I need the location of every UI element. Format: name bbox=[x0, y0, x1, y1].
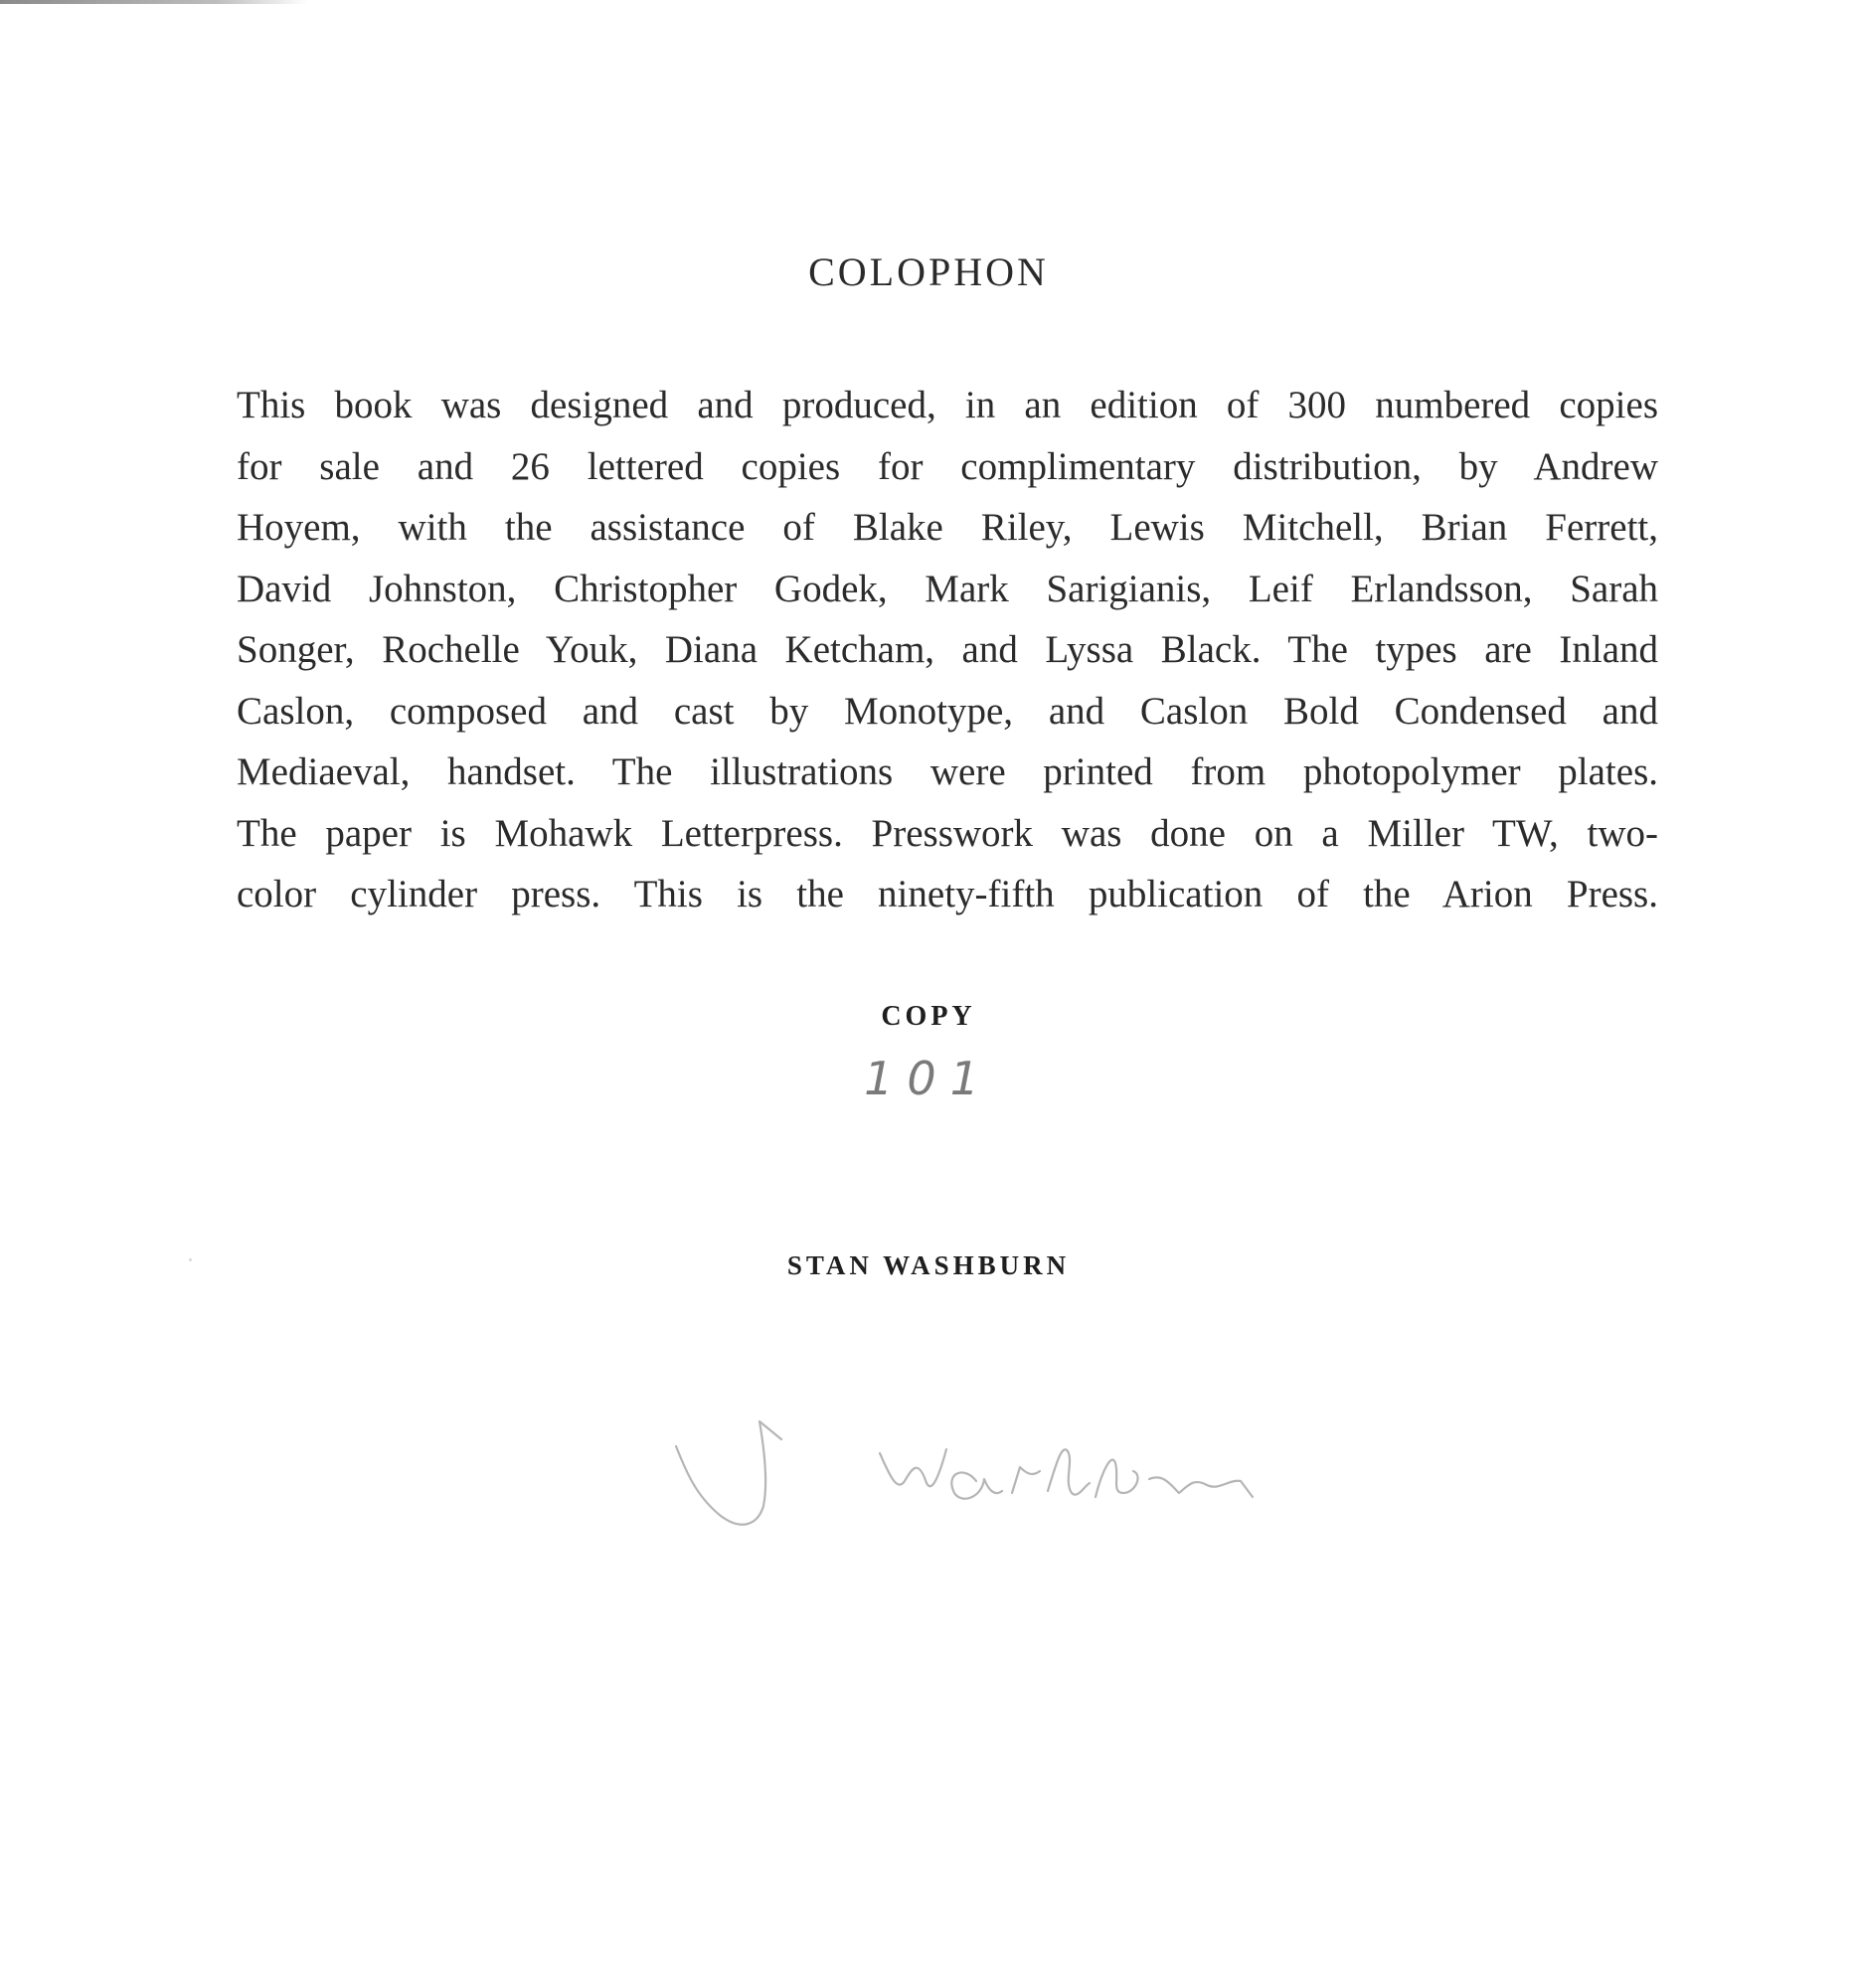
body-line: Hoyem, with the assistance of Blake Riley, Lewis Mitchell, Brian Ferrett, bbox=[237, 506, 1658, 549]
signature-stroke bbox=[951, 1472, 1002, 1498]
signature-stroke bbox=[1048, 1449, 1090, 1494]
body-line: The paper is Mohawk Letterpress. Presswork was done on a Miller TW, two- bbox=[237, 811, 1658, 855]
signature-stroke bbox=[1096, 1460, 1138, 1497]
page-edge-shadow bbox=[0, 0, 308, 4]
signature-stroke bbox=[880, 1449, 946, 1486]
body-line: Caslon, composed and cast by Monotype, and Caslon Bold Condensed and bbox=[237, 689, 1658, 733]
copy-label: COPY bbox=[881, 1001, 976, 1032]
colophon-heading: COLOPHON bbox=[808, 249, 1049, 294]
signature-stroke bbox=[1012, 1467, 1040, 1493]
body-line: for sale and 26 lettered copies for complimentary distribution, by Andrew bbox=[237, 444, 1658, 488]
signature-stroke bbox=[676, 1421, 781, 1525]
body-line: Mediaeval, handset. The illustrations were printed from photopolymer plates. bbox=[237, 750, 1658, 793]
body-line: David Johnston, Christopher Godek, Mark Sarigianis, Leif Erlandsson, Sarah bbox=[237, 567, 1658, 610]
author-name: STAN WASHBURN bbox=[786, 1250, 1071, 1280]
body-line: color cylinder press. This is the ninety-fifth publication of the Arion Press. bbox=[237, 873, 1658, 915]
handwritten-copy-number: 101 bbox=[864, 1052, 993, 1105]
signature-stroke bbox=[1149, 1477, 1253, 1497]
body-line: This book was designed and produced, in an edition of 300 numbered copies bbox=[237, 384, 1658, 426]
body-line: Songer, Rochelle Youk, Diana Ketcham, and Lyssa Black. The types are Inland bbox=[237, 628, 1658, 671]
signature-icon bbox=[666, 1402, 1322, 1561]
colophon-body bbox=[237, 375, 1658, 925]
